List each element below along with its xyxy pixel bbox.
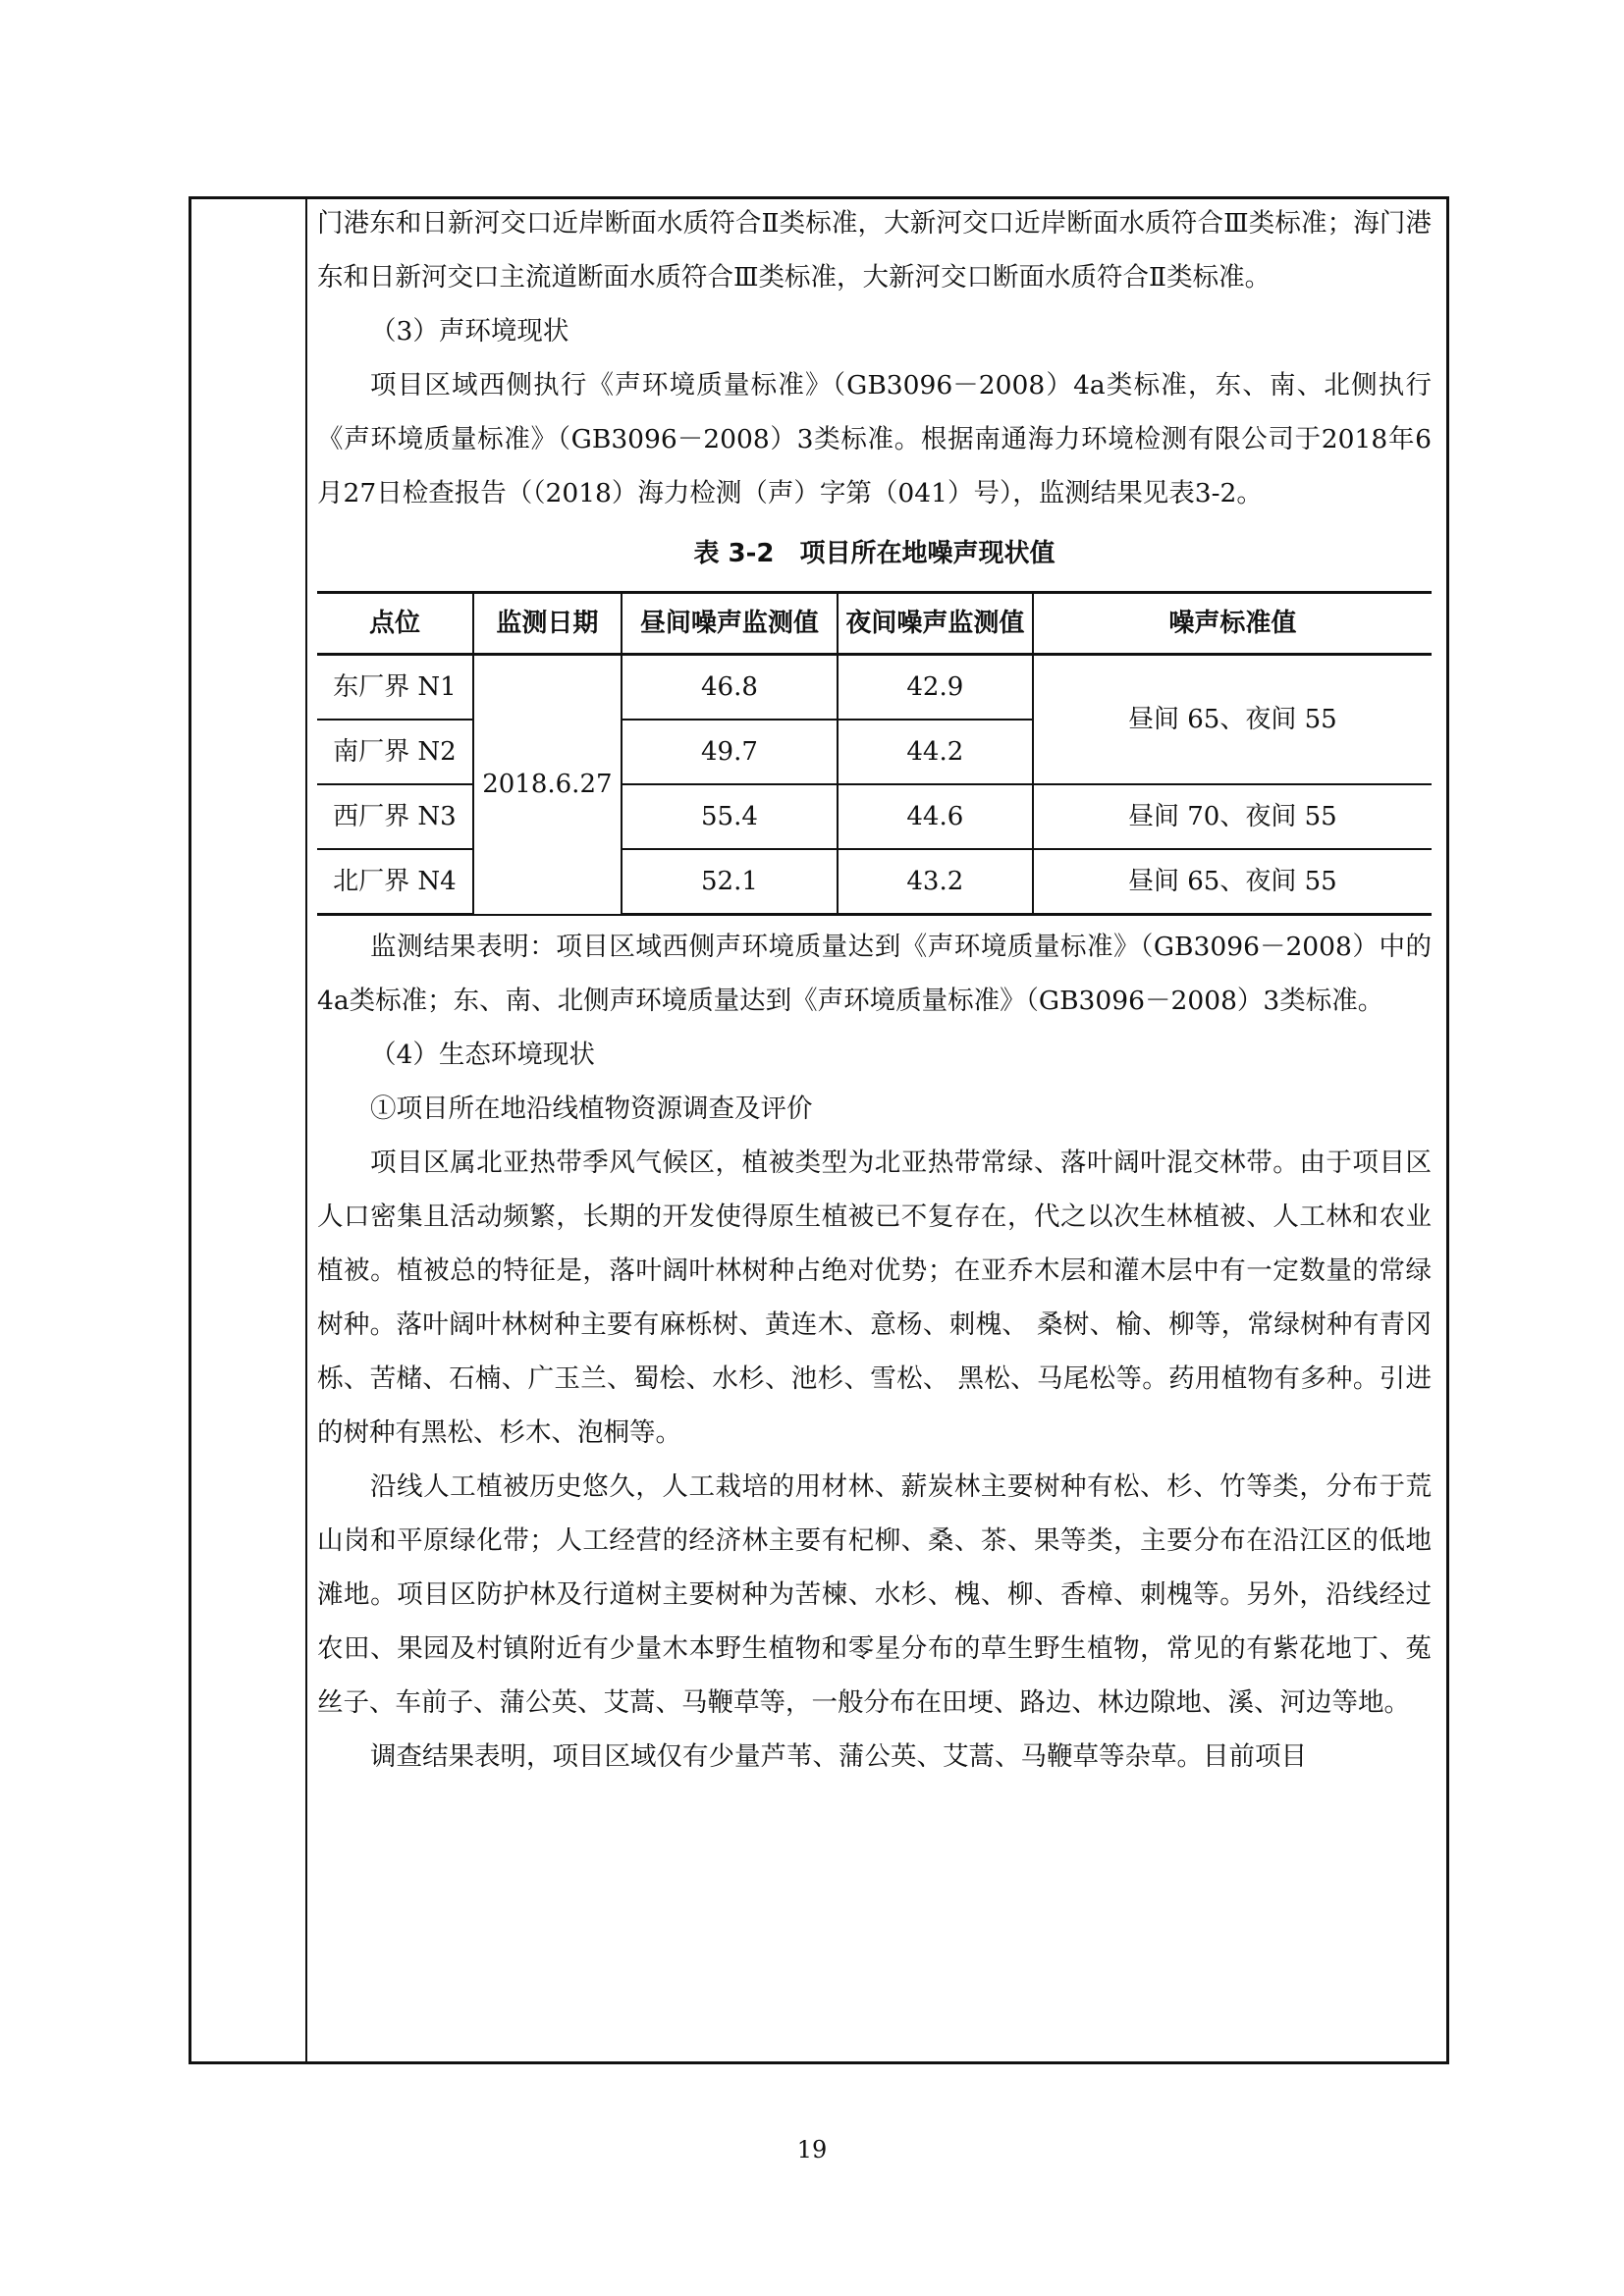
table-header-row	[317, 593, 1432, 655]
cell-standard: 昼间 70、夜间 55	[1033, 784, 1432, 849]
header-date: 监测日期	[473, 593, 622, 655]
header-standard: 噪声标准值	[1033, 593, 1432, 655]
cell-standard: 昼间 65、夜间 55	[1033, 849, 1432, 915]
cell-night: 43.2	[838, 849, 1033, 915]
sound-heading: （3）声环境现状	[370, 316, 569, 347]
cell-point: 南厂界 N2	[317, 720, 473, 784]
eco-subheading: ①项目所在地沿线植物资源调查及评价	[370, 1094, 813, 1124]
survey-result-paragraph: 调查结果表明，项目区域仅有少量芦苇、蒲公英、艾蒿、马鞭草等杂草。目前项目	[370, 1741, 1307, 1772]
cell-day: 46.8	[622, 655, 838, 721]
cell-day: 52.1	[622, 849, 838, 915]
header-night: 夜间噪声监测值	[838, 593, 1033, 655]
page-number: 19	[796, 2136, 828, 2163]
content-column	[317, 196, 1432, 1784]
eco-heading: （4）生态环境现状	[370, 1040, 595, 1070]
cell-day: 49.7	[622, 720, 838, 784]
header-day: 昼间噪声监测值	[622, 593, 838, 655]
cell-day: 55.4	[622, 784, 838, 849]
cell-point: 东厂界 N1	[317, 655, 473, 721]
table-row	[317, 655, 1432, 721]
vegetation-paragraph: 项目区属北亚热带季风气候区，植被类型为北亚热带常绿、落叶阔叶混交林带。由于项目区人口密集且活动频繁，长期的开发使得原生植被已不复存在，代之以次生林植被、人工林和农业植被。植被总的特征是，落叶阔叶林树种占绝对优势；在亚乔木层和灌木层中有一定数量的常绿树种。落叶阔叶林树种主要有麻栎树、黄连木、意杨、刺槐、 桑树、榆、柳等，常绿树种有青冈栎、苦槠、石楠、广玉兰、蜀桧、水杉、池杉、雪松、 黑松、马尾松等。药用植物有多种。引进的树种有黑松、杉木、泡桐等。	[317, 1148, 1432, 1448]
monitoring-result-paragraph: 监测结果表明：项目区域西侧声环境质量达到《声环境质量标准》（GB3096－2008）中的4a类标准；东、南、北侧声环境质量达到《声环境质量标准》（GB3096－2008）3类标准。	[317, 932, 1432, 1016]
sound-paragraph: 项目区域西侧执行《声环境质量标准》（GB3096－2008）4a类标准，东、南、北侧执行《声环境质量标准》（GB3096－2008）3类标准。根据南通海力环境检测有限公司于2018年6月27日检查报告（（2018）海力检测（声）字第（041）号），监测结果见表3-2。	[317, 370, 1432, 508]
water-quality-paragraph: 门港东和日新河交口近岸断面水质符合Ⅱ类标准，大新河交口近岸断面水质符合Ⅲ类标准；海门港东和日新河交口主流道断面水质符合Ⅲ类标准，大新河交口断面水质符合Ⅱ类标准。	[317, 208, 1432, 293]
noise-table	[317, 591, 1432, 916]
column-divider	[305, 199, 307, 2061]
cell-point: 北厂界 N4	[317, 849, 473, 915]
table-title: 表 3-2 项目所在地噪声现状值	[693, 539, 1056, 568]
artificial-vegetation-paragraph: 沿线人工植被历史悠久，人工栽培的用材林、薪炭林主要树种有松、杉、竹等类，分布于荒山岗和平原绿化带；人工经营的经济林主要有杞柳、桑、茶、果等类，主要分布在沿江区的低地滩地。项目区防护林及行道树主要树种为苦楝、水杉、槐、柳、香樟、刺槐等。另外，沿线经过农田、果园及村镇附近有少量木本野生植物和零星分布的草生野生植物，常见的有紫花地丁、菟丝子、车前子、蒲公英、艾蒿、马鞭草等，一般分布在田埂、路边、林边隙地、溪、河边等地。	[317, 1471, 1432, 1718]
cell-standard: 昼间 65、夜间 55	[1033, 655, 1432, 785]
cell-point: 西厂界 N3	[317, 784, 473, 849]
cell-night: 44.2	[838, 720, 1033, 784]
cell-date: 2018.6.27	[473, 655, 622, 915]
header-point: 点位	[317, 593, 473, 655]
cell-night: 44.6	[838, 784, 1033, 849]
cell-night: 42.9	[838, 655, 1033, 721]
